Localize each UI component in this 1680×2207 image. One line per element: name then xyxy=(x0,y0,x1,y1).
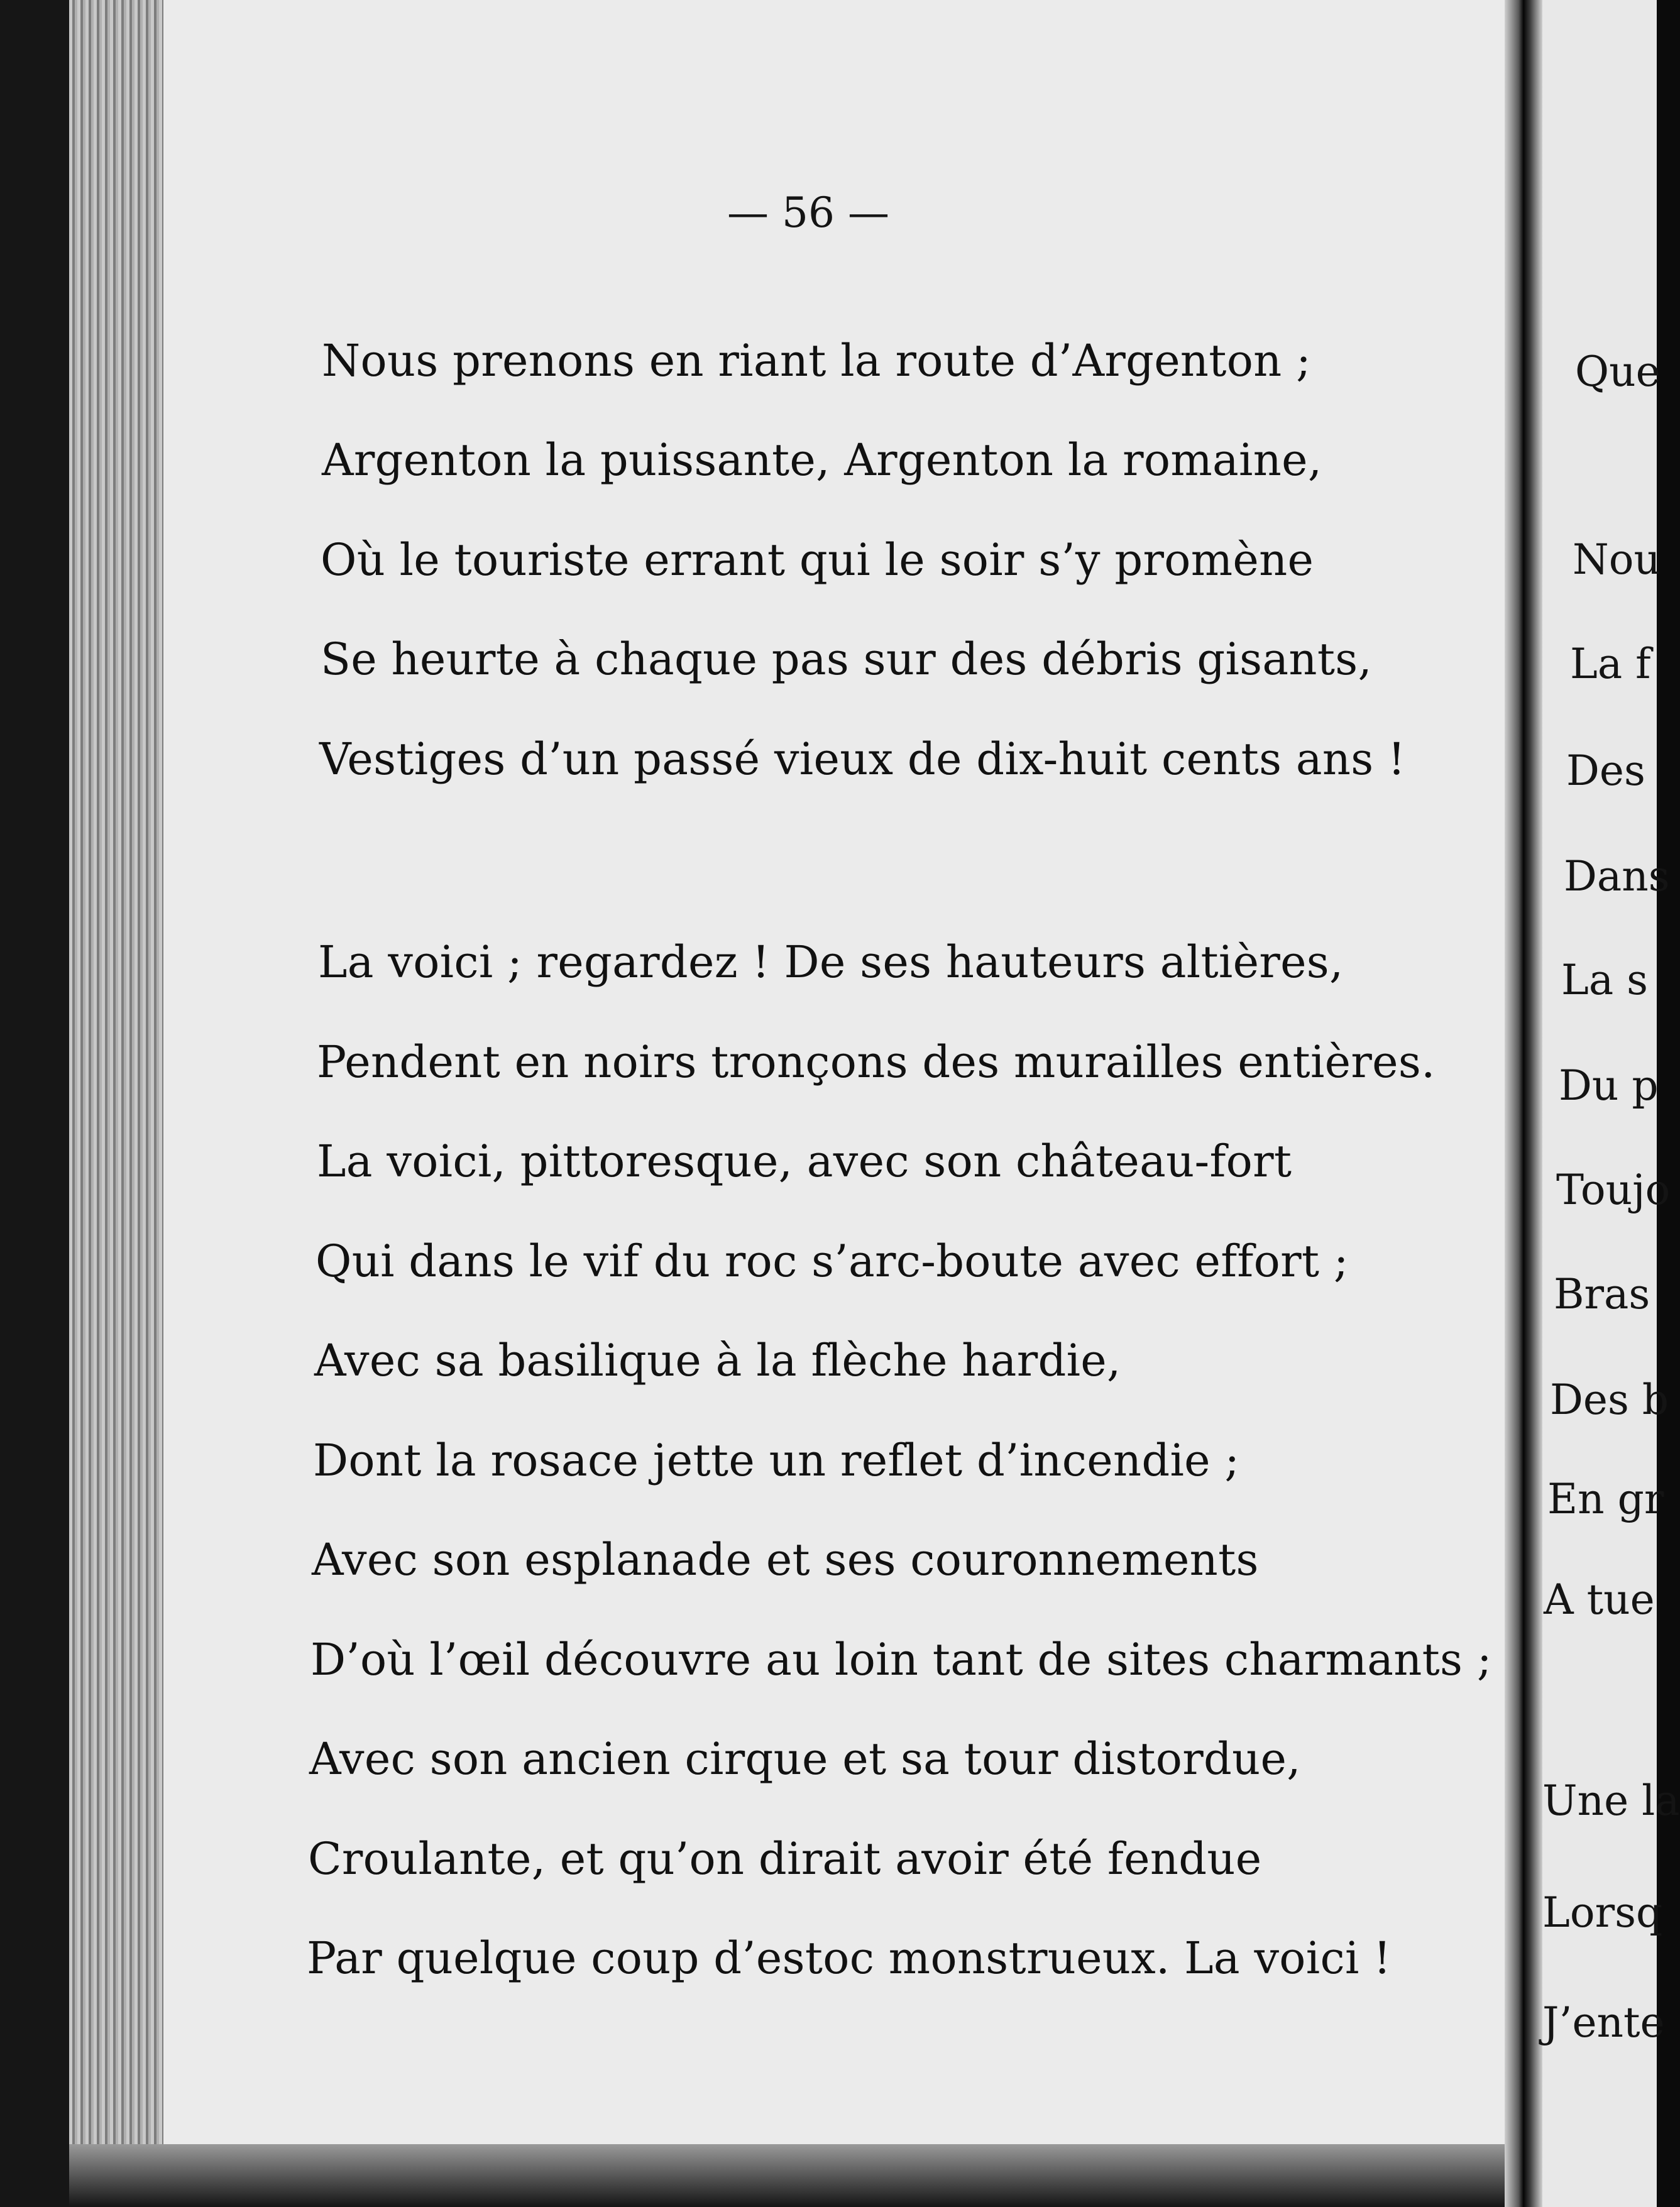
verse-line: Avec son ancien cirque et sa tour distordue, xyxy=(309,1733,1301,1785)
facing-page-line: Lorsq xyxy=(1542,1888,1663,1937)
page-edges xyxy=(69,0,170,2207)
verse-line: Où le touriste errant qui le soir s’y promène xyxy=(321,534,1314,586)
verse-line: Croulante, et qu’on dirait avoir été fendue xyxy=(308,1833,1262,1885)
verse-line: La voici ; regardez ! De ses hauteurs altières, xyxy=(318,936,1344,988)
facing-page-line: A tue xyxy=(1544,1575,1655,1624)
facing-page-line: Nou xyxy=(1573,535,1661,584)
facing-page-line: J’ente xyxy=(1542,1998,1665,2047)
verse-line: D’où l’œil découvre au loin tant de sites charmants ; xyxy=(310,1634,1492,1685)
facing-page-line: Du p xyxy=(1559,1061,1659,1110)
facing-page-line: Toujo xyxy=(1556,1166,1671,1214)
facing-page-line: Des b xyxy=(1550,1376,1669,1424)
facing-page-line: Des xyxy=(1566,747,1645,795)
verse-line: Avec son esplanade et ses couronnements xyxy=(312,1534,1259,1585)
facing-page-line: En gr xyxy=(1547,1475,1664,1523)
page-number: — 56 — xyxy=(727,189,889,237)
facing-page-line: Une la xyxy=(1542,1777,1680,1825)
facing-page-line: Que xyxy=(1575,348,1661,396)
verse-line: Vestiges d’un passé vieux de dix-huit cents ans ! xyxy=(319,733,1406,785)
verse-line: Nous prenons en riant la route d’Argenton ; xyxy=(322,335,1311,386)
left-shadow xyxy=(0,0,75,2207)
facing-page-line: Dans xyxy=(1564,852,1670,901)
verse-line: Qui dans le vif du roc s’arc-boute avec effort ; xyxy=(316,1235,1349,1287)
verse-line: Se heurte à chaque pas sur des débris gisants, xyxy=(321,633,1373,685)
verse-line: Avec sa basilique à la flèche hardie, xyxy=(314,1335,1121,1386)
verse-line: La voici, pittoresque, avec son château-fort xyxy=(317,1136,1292,1187)
book-gutter xyxy=(1505,0,1542,2207)
facing-page-line: Bras xyxy=(1554,1270,1650,1318)
verse-line: Dont la rosace jette un reflet d’incendie ; xyxy=(313,1435,1240,1486)
facing-page-line: La s xyxy=(1561,956,1649,1004)
verse-line: Argenton la puissante, Argenton la romaine, xyxy=(322,434,1322,486)
verse-line: Par quelque coup d’estoc monstrueux. La voici ! xyxy=(307,1932,1392,1984)
verse-line: Pendent en noirs tronçons des murailles entières. xyxy=(317,1036,1436,1088)
page-bottom-edge xyxy=(69,2144,1527,2207)
facing-page-line: La f xyxy=(1570,640,1651,688)
